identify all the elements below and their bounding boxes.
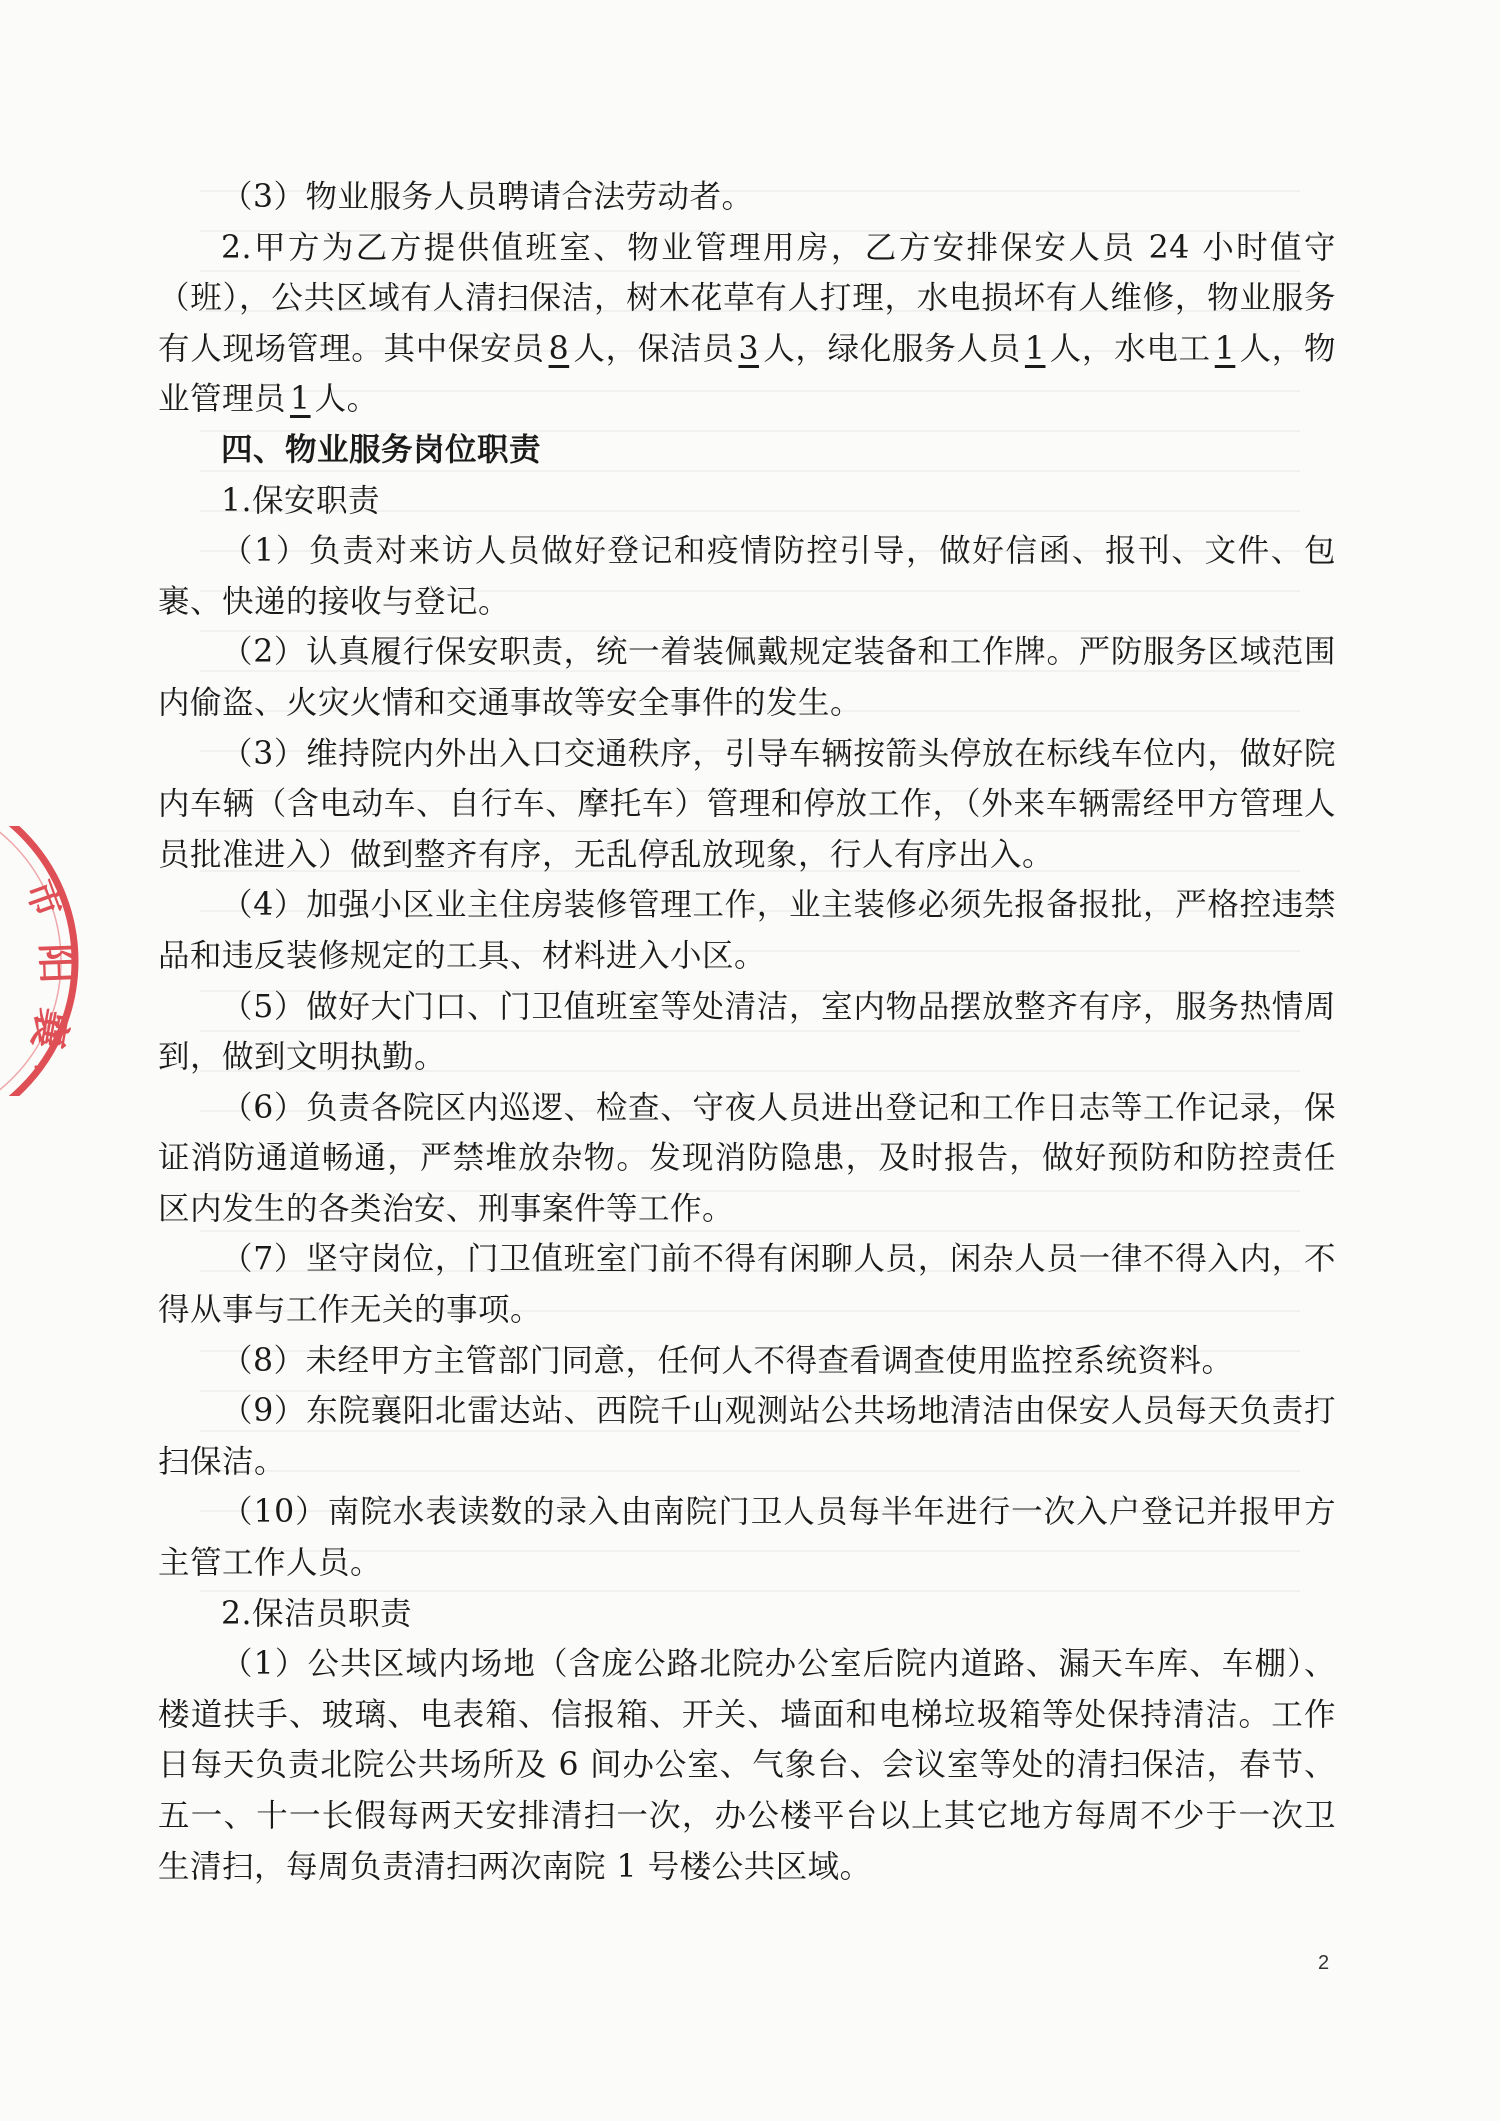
text-run: 2.甲方为乙方提供值班室、物业管理用房，乙方安排保安人员 24 小时值守（班），公共区域有人清扫保洁，树木花草有人打理，水电损坏有人维修，物业服务有人现场管理。其中保安员 (158, 229, 1336, 367)
body-paragraph: （10）南院水表读数的录入由南院门卫人员每半年进行一次入户登记并报甲方主管工作人员。 (158, 1494, 1336, 1582)
text-run: 人。 (314, 381, 379, 418)
svg-text:市: 市 (17, 874, 70, 923)
svg-text:·: · (21, 1057, 50, 1077)
document-body (158, 172, 1336, 1892)
text-run: 人，保洁员 (573, 330, 735, 367)
svg-text:阳: 阳 (32, 942, 81, 985)
seal-graphic (0, 826, 90, 1096)
staff-count-value: 1 (290, 381, 311, 418)
subsection-heading: 2.保洁员职责 (221, 1595, 413, 1632)
body-paragraph: （9）东院襄阳北雷达站、西院千山观测站公共场地清洁由保安人员每天负责打扫保洁。 (158, 1393, 1336, 1480)
body-paragraph (158, 223, 1336, 425)
body-paragraph: （5）做好大门口、门卫值班室等处清洁，室内物品摆放整齐有序，服务热情周到，做到文明执勤。 (158, 988, 1336, 1076)
body-paragraph: （4）加强小区业主住房装修管理工作，业主装修必须先报备报批，严格控违禁品和违反装修规定的工具、材料进入小区。 (158, 887, 1336, 974)
body-paragraph: （8）未经甲方主管部门同意，任何人不得查看调查使用监控系统资料。 (221, 1342, 1234, 1379)
body-paragraph: （1）负责对来访人员做好登记和疫情防控引导，做好信函、报刊、文件、包裹、快递的接收与登记。 (158, 533, 1336, 620)
subsection-heading: 1.保安职责 (221, 482, 381, 519)
body-paragraph: （3）维持院内外出入口交通秩序，引导车辆按箭头停放在标线车位内，做好院内车辆（含电动车、自行车、摩托车）管理和停放工作，（外来车辆需经甲方管理人员批准进入）做到整齐有序，无乱停乱放现象，行人有序出入。 (158, 735, 1336, 873)
staff-count-value: 1 (1024, 330, 1046, 367)
text-run: 人，物业管理员 (158, 330, 1336, 418)
body-paragraph: （7）坚守岗位，门卫值班室门前不得有闲聊人员，闲杂人员一律不得入内，不得从事与工作无关的事项。 (158, 1241, 1336, 1329)
section-heading: 四、物业服务岗位职责 (221, 430, 542, 468)
text-run: 人，水电工 (1049, 330, 1211, 367)
staff-count-value: 1 (1214, 330, 1236, 367)
page-number: 2 (1318, 1952, 1330, 1974)
text-run: 人，绿化服务人员 (762, 330, 1021, 367)
staff-count-value: 8 (548, 330, 570, 367)
red-seal-stamp (0, 826, 90, 1096)
body-paragraph: （3）物业服务人员聘请合法劳动者。 (221, 179, 754, 215)
body-paragraph: （1）公共区域内场地（含庞公路北院办公室后院内道路、漏天车库、车棚）、楼道扶手、玻璃、电表箱、信报箱、开关、墙面和电梯垃圾箱等处保持清洁。工作日每天负责北院公共场所及 6 间办公室、气象台、会议室等处的清扫保洁，春节、五一、十一长假每两天安排清扫一次，办公楼平台以上其它地方每周不少于一次卫生清扫，每周负责清扫两次南院 1 号楼公共区域。 (158, 1646, 1336, 1885)
staff-count-value: 3 (738, 330, 759, 367)
svg-text:襄: 襄 (23, 1004, 77, 1052)
body-paragraph: （6）负责各院区内巡逻、检查、守夜人员进出登记和工作日志等工作记录，保证消防通道畅通，严禁堆放杂物。发现消防隐患，及时报告，做好预防和防控责任区内发生的各类治安、刑事案件等工作。 (158, 1089, 1336, 1227)
body-paragraph: （2）认真履行保安职责，统一着装佩戴规定装备和工作牌。严防服务区域范围内偷盗、火灾火情和交通事故等安全事件的发生。 (158, 634, 1336, 721)
